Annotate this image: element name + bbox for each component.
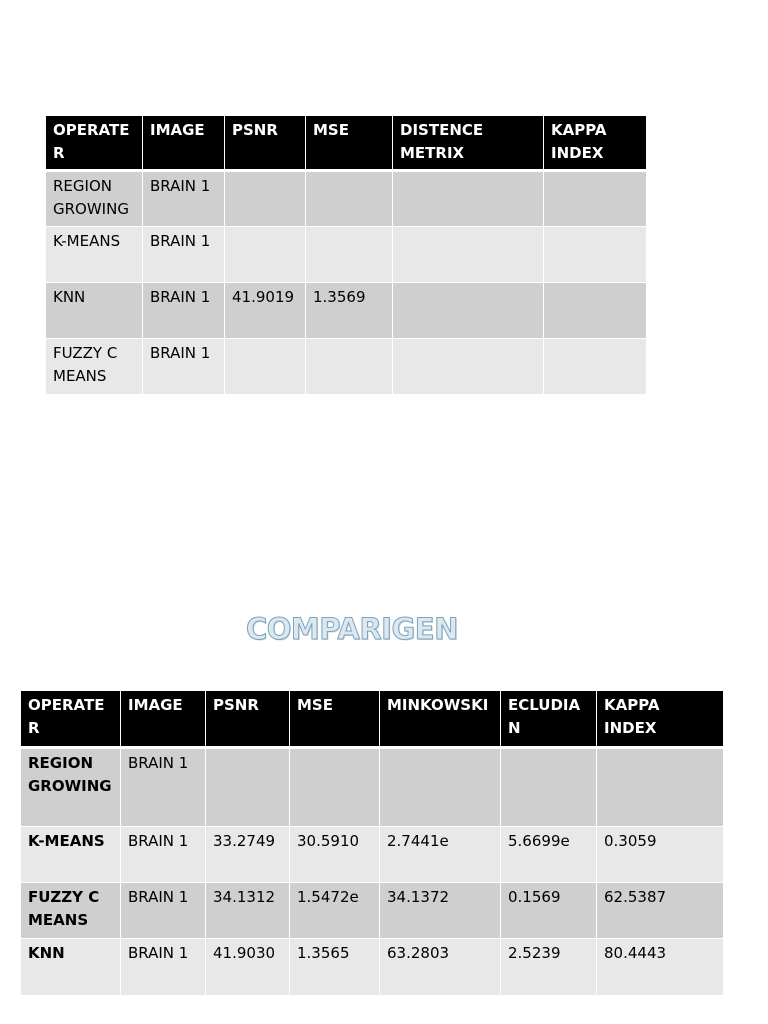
- table-cell: REGION GROWING: [46, 171, 143, 227]
- table-cell: FUZZY C MEANS: [21, 883, 121, 939]
- column-header: MSE: [290, 691, 380, 748]
- table-cell: [380, 748, 501, 827]
- table-row: [46, 339, 647, 395]
- column-header: MINKOWSKI: [380, 691, 501, 748]
- results-table-1: [45, 115, 647, 395]
- column-header: PSNR: [225, 116, 306, 171]
- table-cell: 2.7441e: [380, 827, 501, 883]
- column-header: DISTENCE METRIX: [393, 116, 544, 171]
- table-cell: [225, 339, 306, 395]
- table-cell: 30.5910: [290, 827, 380, 883]
- table-cell: REGION GROWING: [21, 748, 121, 827]
- results-table-2: [20, 690, 724, 996]
- table-cell: [393, 171, 544, 227]
- column-header: OPERATER: [21, 691, 121, 748]
- table-cell: BRAIN 1: [121, 748, 206, 827]
- table-cell: 5.6699e: [501, 827, 597, 883]
- table-cell: K-MEANS: [21, 827, 121, 883]
- table-cell: KNN: [46, 283, 143, 339]
- table-cell: [306, 227, 393, 283]
- table-header-row: [21, 691, 724, 748]
- table-cell: [544, 171, 647, 227]
- table-cell: [393, 283, 544, 339]
- table-cell: [501, 748, 597, 827]
- table-row: [46, 283, 647, 339]
- table-cell: [225, 227, 306, 283]
- table-cell: 34.1312: [206, 883, 290, 939]
- table-cell: BRAIN 1: [143, 227, 225, 283]
- table-row: [21, 939, 724, 996]
- table-cell: [206, 748, 290, 827]
- column-header: IMAGE: [143, 116, 225, 171]
- column-header: KAPPA INDEX: [544, 116, 647, 171]
- table-row: [46, 227, 647, 283]
- table-row: [46, 171, 647, 227]
- table-cell: 41.9030: [206, 939, 290, 996]
- table-header-row: [46, 116, 647, 171]
- table-cell: 63.2803: [380, 939, 501, 996]
- table-cell: 0.3059: [597, 827, 724, 883]
- table-cell: 34.1372: [380, 883, 501, 939]
- table-cell: [306, 171, 393, 227]
- column-header: MSE: [306, 116, 393, 171]
- table-cell: 2.5239: [501, 939, 597, 996]
- table-cell: 0.1569: [501, 883, 597, 939]
- table-cell: [306, 339, 393, 395]
- table-cell: BRAIN 1: [143, 339, 225, 395]
- column-header: ECLUDIA N: [501, 691, 597, 748]
- column-header: IMAGE: [121, 691, 206, 748]
- table-cell: 41.9019: [225, 283, 306, 339]
- table-cell: [393, 339, 544, 395]
- table-cell: BRAIN 1: [143, 283, 225, 339]
- table-cell: [544, 227, 647, 283]
- table-cell: FUZZY C MEANS: [46, 339, 143, 395]
- table-cell: 1.3565: [290, 939, 380, 996]
- table-row: [21, 748, 724, 827]
- table-cell: [225, 171, 306, 227]
- column-header: KAPPA INDEX: [597, 691, 724, 748]
- table-cell: BRAIN 1: [121, 883, 206, 939]
- table-row: [21, 883, 724, 939]
- column-header: OPERATE R: [46, 116, 143, 171]
- table-cell: [393, 227, 544, 283]
- table-cell: 1.5472e: [290, 883, 380, 939]
- table-cell: [597, 748, 724, 827]
- table-cell: 80.4443: [597, 939, 724, 996]
- column-header: PSNR: [206, 691, 290, 748]
- table-cell: KNN: [21, 939, 121, 996]
- table-cell: [544, 283, 647, 339]
- table-cell: [290, 748, 380, 827]
- table-row: [21, 827, 724, 883]
- table-cell: K-MEANS: [46, 227, 143, 283]
- table-cell: 33.2749: [206, 827, 290, 883]
- table-cell: BRAIN 1: [121, 827, 206, 883]
- table-cell: BRAIN 1: [121, 939, 206, 996]
- table-cell: 62.5387: [597, 883, 724, 939]
- table-cell: BRAIN 1: [143, 171, 225, 227]
- table-cell: 1.3569: [306, 283, 393, 339]
- page-title: COMPARIGEN: [246, 612, 458, 646]
- table-cell: [544, 339, 647, 395]
